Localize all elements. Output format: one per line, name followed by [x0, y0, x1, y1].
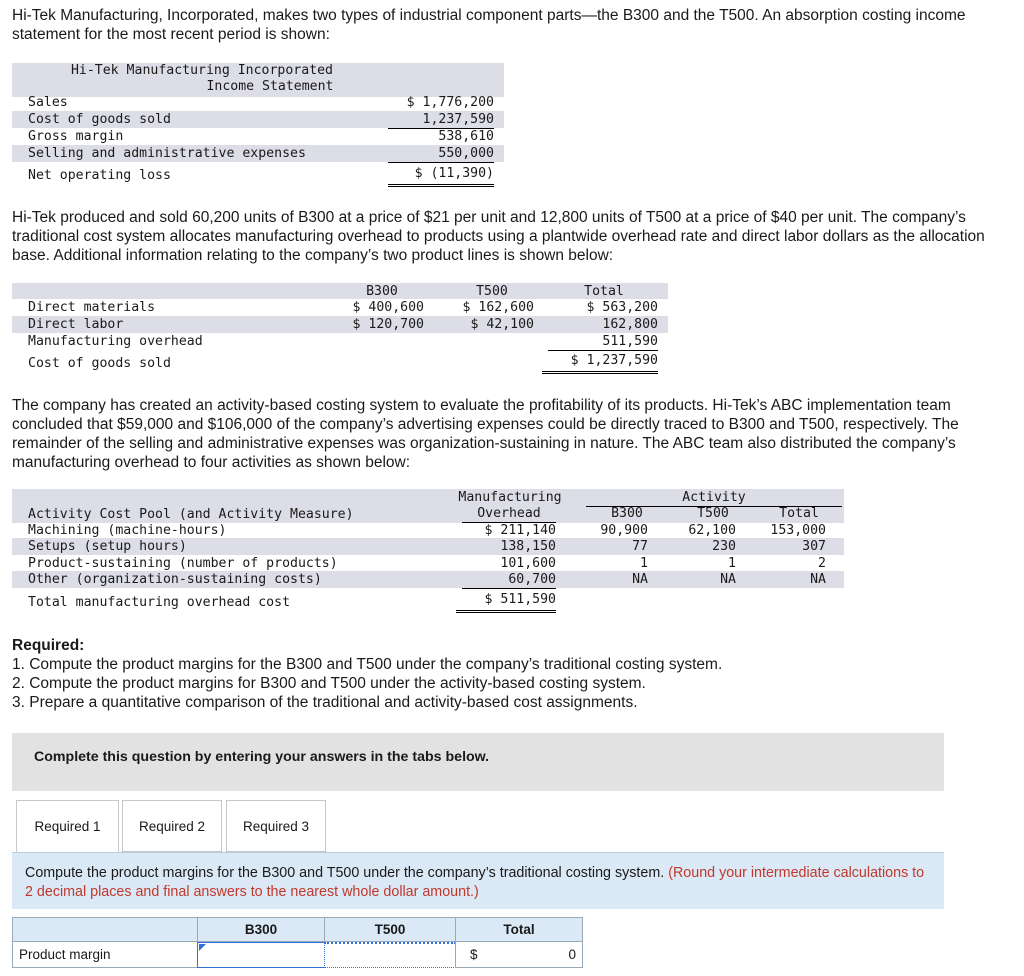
paragraph-production: Hi-Tek produced and sold 60,200 units of B300 at a price of $21 per unit and 12,800 units of T500 at a price of $40 per unit. The company’s traditional cost system allocates manufacturing overhead to products using a plantwide overhead rate and direct labor dollars as the allocation base. Additional information relating to the company’s two product lines is shown below: — [12, 209, 985, 264]
pt-total: 511,590 — [548, 333, 658, 351]
t500-margin-input[interactable] — [324, 942, 456, 968]
is-label: Cost of goods sold — [28, 112, 171, 127]
required-item-3: 3. Prepare a quantitative comparison of the traditional and activity-based cost assignments. — [12, 694, 638, 711]
required-heading: Required: — [12, 637, 85, 654]
is-value: 538,610 — [438, 129, 494, 144]
grid-header-blank — [12, 917, 198, 942]
act-label: Other (organization-sustaining costs) — [28, 572, 322, 587]
required-item-1: 1. Compute the product margins for the B300 and T500 under the company’s traditional costing system. — [12, 656, 723, 673]
col-header-t500: T500 — [476, 284, 508, 299]
act-t500: NA — [720, 572, 736, 587]
col-header-b300: B300 — [366, 284, 398, 299]
intro-text: Hi-Tek Manufacturing, Incorporated, makes two types of industrial component parts—the B300 and the T500. An absorption costing income statement for the most recent period is shown: — [12, 7, 966, 43]
act-col-b300: B300 — [611, 506, 643, 521]
act-mo: 138,150 — [500, 539, 556, 554]
act-label: Setups (setup hours) — [28, 539, 187, 554]
grid-header-b300: B300 — [197, 917, 325, 942]
instruction-main: Compute the product margins for the B300 and T500 under the company’s traditional costing system. — [25, 865, 665, 881]
act-label: Machining (machine-hours) — [28, 523, 227, 538]
grid-header-total: Total — [455, 917, 583, 942]
total-margin-value: 0 — [568, 947, 576, 962]
tab-required-1[interactable]: Required 1 — [16, 800, 119, 854]
act-b300: 77 — [632, 539, 648, 554]
act-b300: 1 — [640, 556, 648, 571]
tab-required-2[interactable]: Required 2 — [122, 800, 222, 852]
is-label: Gross margin — [28, 129, 124, 144]
act-mo: $ 211,140 — [484, 523, 556, 538]
tab-required-3[interactable]: Required 3 — [226, 800, 326, 852]
act-mo: 101,600 — [500, 556, 556, 571]
pt-t500: $ 162,600 — [462, 300, 534, 315]
activity-header: Activity — [586, 489, 842, 507]
required-item-2: 2. Compute the product margins for B300 and T500 under the activity-based costing system. — [12, 675, 646, 692]
mo-header-line2: Overhead — [462, 505, 556, 523]
act-total-label: Total manufacturing overhead cost — [28, 595, 291, 610]
paragraph-abc: The company has created an activity-based costing system to evaluate the profitability of its products. Hi-Tek’s ABC implementation team concluded that $59,000 and $106,000 of the company’s advertising expenses could be directly traced to B300 and T500, respectively. The remainder of the selling and administrative expenses was organization-sustaining in nature. The ABC team also distributed the company’s manufacturing overhead to four activities as shown below: — [12, 397, 959, 471]
pt-label: Cost of goods sold — [28, 356, 171, 371]
income-statement-title: Hi-Tek Manufacturing Incorporated — [70, 63, 333, 78]
pt-label: Direct labor — [28, 317, 124, 332]
pt-b300: $ 120,700 — [352, 317, 424, 332]
act-mo: 60,700 — [462, 571, 556, 589]
total-margin-cell — [455, 942, 583, 968]
is-label: Net operating loss — [28, 168, 171, 183]
act-total: 2 — [818, 556, 826, 571]
act-b300: 90,900 — [600, 523, 648, 538]
is-value: 550,000 — [388, 145, 494, 163]
is-value: 1,237,590 — [388, 111, 494, 129]
activity-col-label: Activity Cost Pool (and Activity Measure) — [28, 507, 354, 522]
pt-label: Manufacturing overhead — [28, 334, 203, 349]
income-statement-subtitle: Income Statement — [206, 79, 334, 94]
input-marker-icon — [199, 944, 206, 951]
col-header-total: Total — [584, 284, 624, 299]
mo-header-line1: Manufacturing — [458, 490, 562, 505]
act-col-total: Total — [779, 506, 819, 521]
act-label: Product-sustaining (number of products) — [28, 556, 338, 571]
pt-t500: $ 42,100 — [470, 317, 534, 332]
act-total: 307 — [802, 539, 826, 554]
instruction-note: (Round your intermediate calculations to 2 decimal places and final answers to the nearest whole dollar amount.) — [25, 865, 925, 900]
act-total: NA — [810, 572, 826, 587]
act-t500: 62,100 — [688, 523, 736, 538]
pt-label: Direct materials — [28, 300, 156, 315]
b300-margin-input[interactable] — [197, 942, 325, 968]
instruction-text — [25, 864, 935, 902]
act-b300: NA — [632, 572, 648, 587]
act-total: 153,000 — [770, 523, 826, 538]
is-value: $ 1,776,200 — [406, 95, 494, 110]
act-total-mo: $ 511,590 — [456, 590, 556, 613]
act-t500: 1 — [728, 556, 736, 571]
tabs-instruction: Complete this question by entering your answers in the tabs below. — [34, 749, 490, 765]
is-label: Sales — [28, 95, 68, 110]
pt-b300: $ 400,600 — [352, 300, 424, 315]
act-col-t500: T500 — [697, 506, 729, 521]
is-value: $ (11,390) — [388, 164, 494, 187]
product-margin-label: Product margin — [12, 942, 198, 968]
pt-total: $ 1,237,590 — [542, 351, 658, 374]
pt-total: 162,800 — [602, 317, 658, 332]
total-currency: $ — [470, 947, 478, 962]
act-t500: 230 — [712, 539, 736, 554]
is-label: Selling and administrative expenses — [28, 146, 306, 161]
grid-header-t500: T500 — [324, 917, 456, 942]
pt-total: $ 563,200 — [586, 300, 658, 315]
